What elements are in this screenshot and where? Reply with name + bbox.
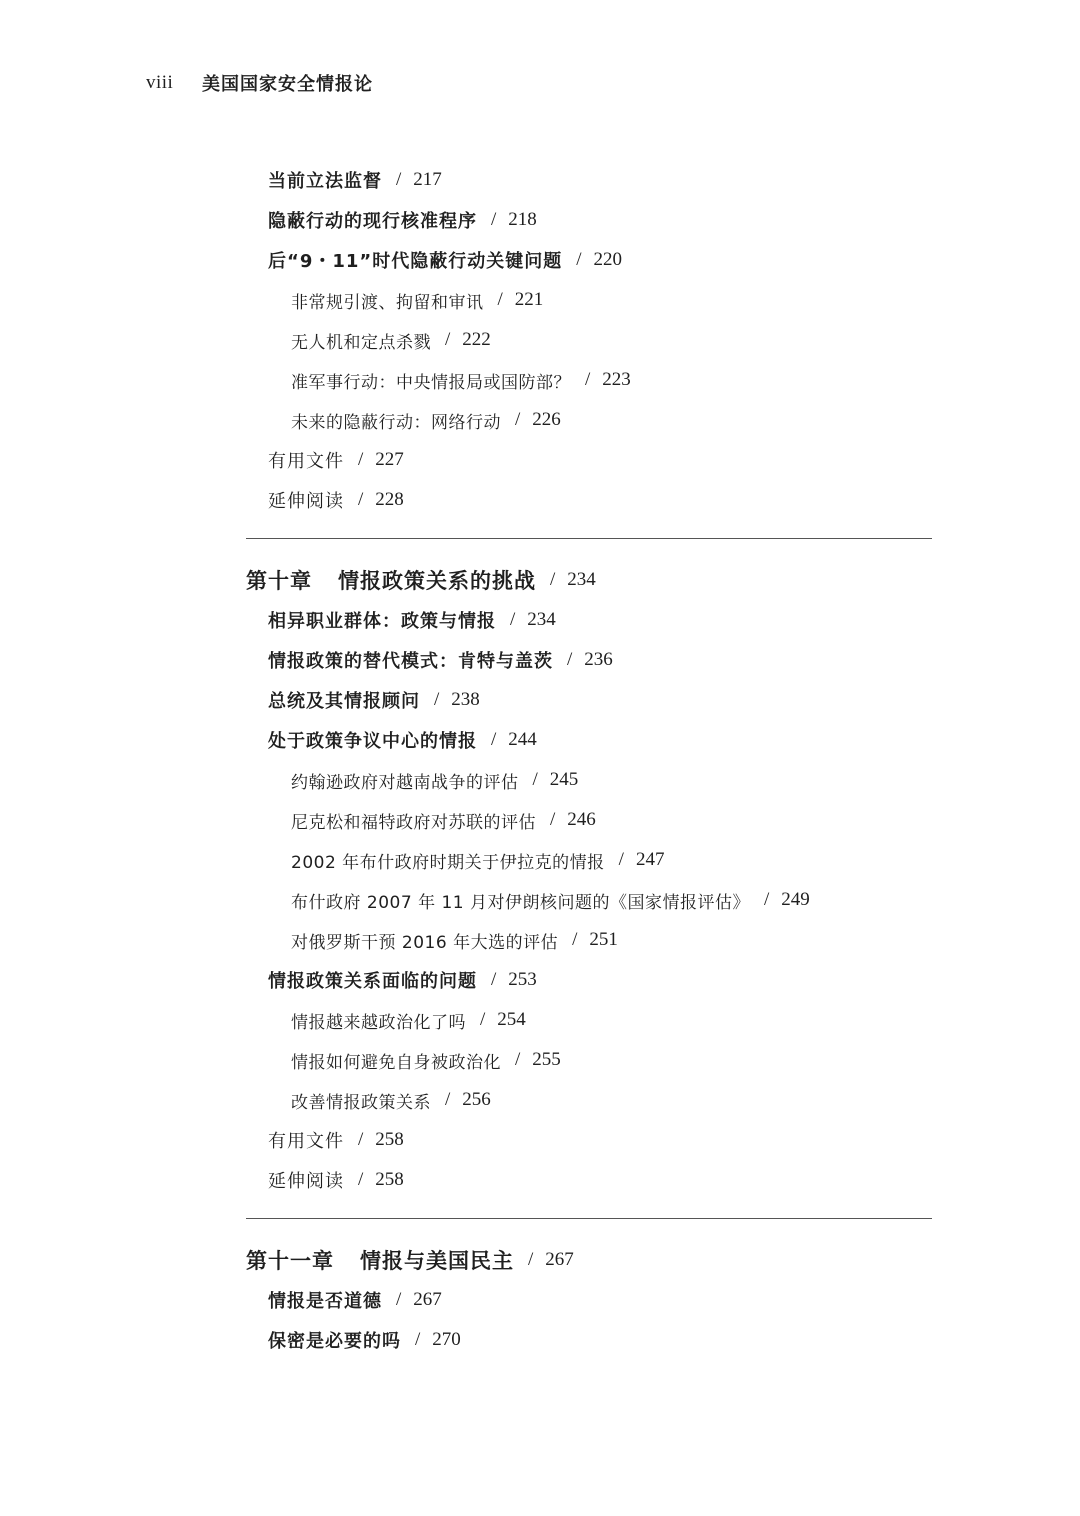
toc-entry-sub[interactable] [0,400,561,440]
toc-entry-sub[interactable] [0,320,491,360]
toc-entry-title: 情报政策关系面临的问题 [268,971,477,992]
toc-entry-title: 相异职业群体：政策与情报 [268,611,496,632]
toc-entry-title: 约翰逊政府对越南战争的评估 [291,772,519,793]
toc-entry-title: 对俄罗斯干预 2016 年大选的评估 [291,932,559,953]
toc-entry-title: 尼克松和福特政府对苏联的评估 [291,812,536,833]
toc-entry-sub[interactable] [0,280,543,320]
page-number: 245 [549,769,579,790]
page-number: 249 [781,889,810,910]
page-separator: / [358,489,364,510]
page-number: 228 [375,489,404,510]
chapter-divider [246,1218,932,1219]
page-number: 221 [514,289,544,310]
page-number: 234 [567,569,596,590]
page-separator: / [358,449,364,470]
toc-entry-section[interactable] [0,1320,461,1360]
page-separator: / [510,609,516,630]
page-separator: / [491,209,497,230]
page-number: 255 [532,1049,561,1070]
toc-entry-sub[interactable] [0,1080,491,1120]
page-number: 223 [602,369,631,390]
toc-entry-title: 情报越来越政治化了吗 [291,1012,466,1033]
running-header [146,68,373,98]
page-separator: / [445,1089,451,1110]
page-separator: / [358,1129,364,1150]
toc-entry-title: 情报政策的替代模式：肯特与盖茨 [268,651,553,672]
toc-entry-plain[interactable] [0,480,404,520]
toc-entry-title: 处于政策争议中心的情报 [268,731,477,752]
toc-entry-title: 情报政策关系的挑战 [338,569,536,593]
toc-entry-chapter[interactable] [0,1240,574,1280]
toc-entry-title: 保密是必要的吗 [268,1331,401,1352]
toc-entry-title: 改善情报政策关系 [291,1092,431,1113]
page-separator: / [358,1169,364,1190]
page-number: 236 [584,649,613,670]
page-separator: / [445,329,451,350]
page-number: 247 [635,849,665,870]
toc-entry-section[interactable] [0,240,622,280]
chapter-divider [246,538,932,539]
toc-entry-section[interactable] [0,680,480,720]
chapter-number: 第十一章 [246,1249,334,1273]
toc-entry-sub[interactable] [0,840,664,880]
page-separator: / [415,1329,421,1350]
page-number: 227 [375,449,404,470]
page-number: 251 [589,929,618,950]
toc-entry-title: 总统及其情报顾问 [268,691,420,712]
page-separator: / [585,369,591,390]
toc-entry-title: 情报与美国民主 [360,1249,514,1273]
toc-entry-plain[interactable] [0,1120,404,1160]
toc-entry-section[interactable] [0,960,537,1000]
toc-entry-title: 有用文件 [268,1131,344,1152]
page-separator: / [491,969,497,990]
toc-entry-section[interactable] [0,640,613,680]
page-folio: viii [146,72,174,93]
toc-entry-title: 延伸阅读 [268,491,344,512]
toc-entry-sub[interactable] [0,360,631,400]
toc-entry-section[interactable] [0,600,556,640]
toc-entry-plain[interactable] [0,440,404,480]
toc-entry-title: 情报是否道德 [268,1291,382,1312]
page-separator: / [480,1009,486,1030]
toc-entry-title: 当前立法监督 [268,171,382,192]
toc-entry-sub[interactable] [0,920,618,960]
page-separator: / [618,849,624,870]
page-number: 217 [413,169,442,190]
page-separator: / [396,169,402,190]
toc-entry-sub[interactable] [0,1040,561,1080]
page-separator: / [572,929,578,950]
page-number: 267 [413,1289,442,1310]
toc-entry-chapter[interactable] [0,560,596,600]
toc-entry-sub[interactable] [0,1000,526,1040]
toc-entry-section[interactable] [0,720,537,760]
page-separator: / [515,409,521,430]
book-title: 美国国家安全情报论 [202,74,373,95]
page-number: 253 [508,969,537,990]
page-number: 258 [375,1169,404,1190]
page-number: 238 [451,689,480,710]
page-number: 267 [545,1249,574,1270]
page-number: 220 [593,249,623,270]
page-separator: / [550,809,556,830]
toc-entry-title: 情报如何避免自身被政治化 [291,1052,501,1073]
toc-entry-title: 后“9・11”时代隐蔽行动关键问题 [268,251,563,272]
page-separator: / [550,569,556,590]
toc-entry-section[interactable] [0,160,442,200]
page-number: 218 [508,209,537,230]
page-separator: / [528,1249,534,1270]
toc-entry-section[interactable] [0,1280,442,1320]
page-separator: / [497,289,503,310]
toc-entry-title: 延伸阅读 [268,1171,344,1192]
page-number: 270 [432,1329,461,1350]
toc-entry-title: 布什政府 2007 年 11 月对伊朗核问题的《国家情报评估》 [291,892,751,913]
toc-entry-title: 非常规引渡、拘留和审讯 [291,292,484,313]
page-number: 226 [532,409,561,430]
toc-entry-title: 准军事行动：中央情报局或国防部？ [291,372,571,393]
page-number: 256 [462,1089,491,1110]
toc-entry-plain[interactable] [0,1160,404,1200]
page-separator: / [532,769,538,790]
chapter-number: 第十章 [246,569,312,593]
page-separator: / [434,689,440,710]
page-number: 254 [497,1009,526,1030]
page-separator: / [567,649,573,670]
page-separator: / [576,249,582,270]
page-number: 246 [567,809,596,830]
page-separator: / [515,1049,521,1070]
page-separator: / [764,889,770,910]
page-number: 222 [462,329,491,350]
toc-entry-sub[interactable] [0,800,596,840]
page-separator: / [491,729,497,750]
toc-entry-sub[interactable] [0,880,810,920]
toc-entry-title: 无人机和定点杀戮 [291,332,431,353]
toc-entry-title: 隐蔽行动的现行核准程序 [268,211,477,232]
page-number: 234 [527,609,556,630]
toc-entry-sub[interactable] [0,760,578,800]
toc-entry-title: 有用文件 [268,451,344,472]
page-number: 258 [375,1129,404,1150]
toc-entry-section[interactable] [0,200,537,240]
toc-entry-title: 2002 年布什政府时期关于伊拉克的情报 [291,852,605,873]
page-number: 244 [508,729,537,750]
toc-entry-title: 未来的隐蔽行动：网络行动 [291,412,501,433]
page-separator: / [396,1289,402,1310]
